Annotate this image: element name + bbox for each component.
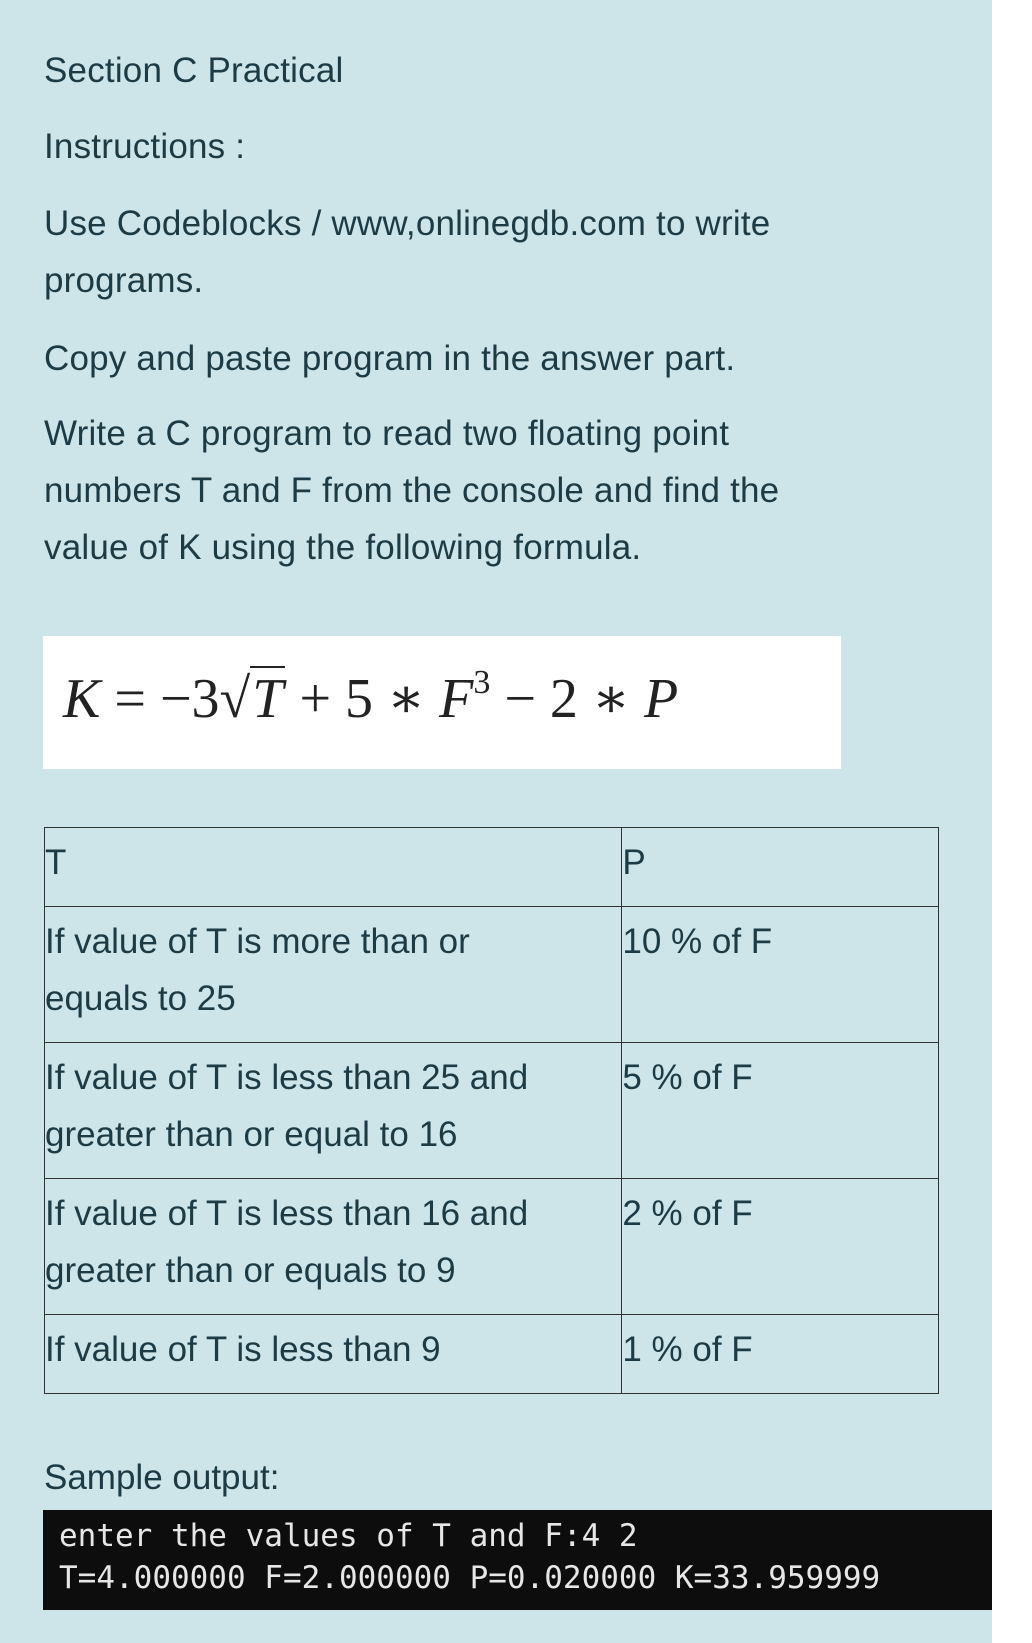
sample-output-label: Sample output: (44, 1458, 280, 1497)
instruction-line: Copy and paste program in the answer part. (44, 339, 736, 378)
condition-text: If value of T is less than 16 and (45, 1194, 529, 1233)
condition-text: greater than or equal to 16 (45, 1115, 458, 1154)
p-value-cell: 2 % of F (622, 1179, 939, 1315)
formula-sqrt-arg: T (252, 668, 284, 730)
condition-cell (45, 1179, 622, 1315)
formula-coef: 5 (345, 668, 374, 730)
formula (63, 664, 678, 731)
formula-minus: − (504, 668, 536, 730)
formula-var: P (643, 668, 679, 730)
formula-plus: + (299, 668, 332, 730)
formula-coef: −3 (159, 668, 220, 730)
instruction-line: Use Codeblocks / www,onlinegdb.com to write (44, 204, 771, 243)
console-line: enter the values of T and F:4 2 (59, 1518, 638, 1554)
instructions-label: Instructions : (44, 127, 246, 166)
table-header-cell: P (622, 828, 939, 907)
formula-var: F (439, 668, 474, 730)
table-row (45, 1315, 939, 1394)
table-header-row (45, 828, 939, 907)
formula-coef: 2 (549, 668, 578, 730)
sqrt-symbol: √T (219, 668, 284, 730)
p-value-cell: 10 % of F (622, 907, 939, 1043)
formula-lhs: K (63, 668, 101, 730)
condition-text: equals to 25 (45, 979, 236, 1018)
condition-text: If value of T is more than or (45, 922, 470, 961)
table-row (45, 1179, 939, 1315)
p-value-cell: 5 % of F (622, 1043, 939, 1179)
condition-cell (45, 907, 622, 1043)
formula-times: ∗ (591, 668, 630, 730)
formula-exponent: 3 (473, 664, 491, 701)
table-row (45, 907, 939, 1043)
formula-eq: = (114, 668, 146, 730)
condition-text: If value of T is less than 25 and (45, 1058, 529, 1097)
console-output (43, 1510, 992, 1610)
formula-times: ∗ (387, 668, 426, 730)
page-margin (992, 0, 1032, 1643)
table-row (45, 1043, 939, 1179)
p-value-cell: 1 % of F (622, 1315, 939, 1394)
formula-image (43, 636, 841, 769)
table-header-cell: T (45, 828, 622, 907)
section-title: Section C Practical (44, 51, 344, 90)
condition-cell (45, 1315, 622, 1394)
task-line: Write a C program to read two floating point (44, 414, 730, 453)
condition-cell (45, 1043, 622, 1179)
console-line: T=4.000000 F=2.000000 P=0.020000 K=33.959999 (59, 1560, 881, 1596)
condition-text: If value of T is less than 9 (45, 1330, 441, 1369)
task-line: value of K using the following formula. (44, 528, 642, 567)
task-line: numbers T and F from the console and find the (44, 471, 780, 510)
conditions-table (44, 827, 939, 1394)
condition-text: greater than or equals to 9 (45, 1251, 456, 1290)
instruction-line: programs. (44, 261, 204, 300)
